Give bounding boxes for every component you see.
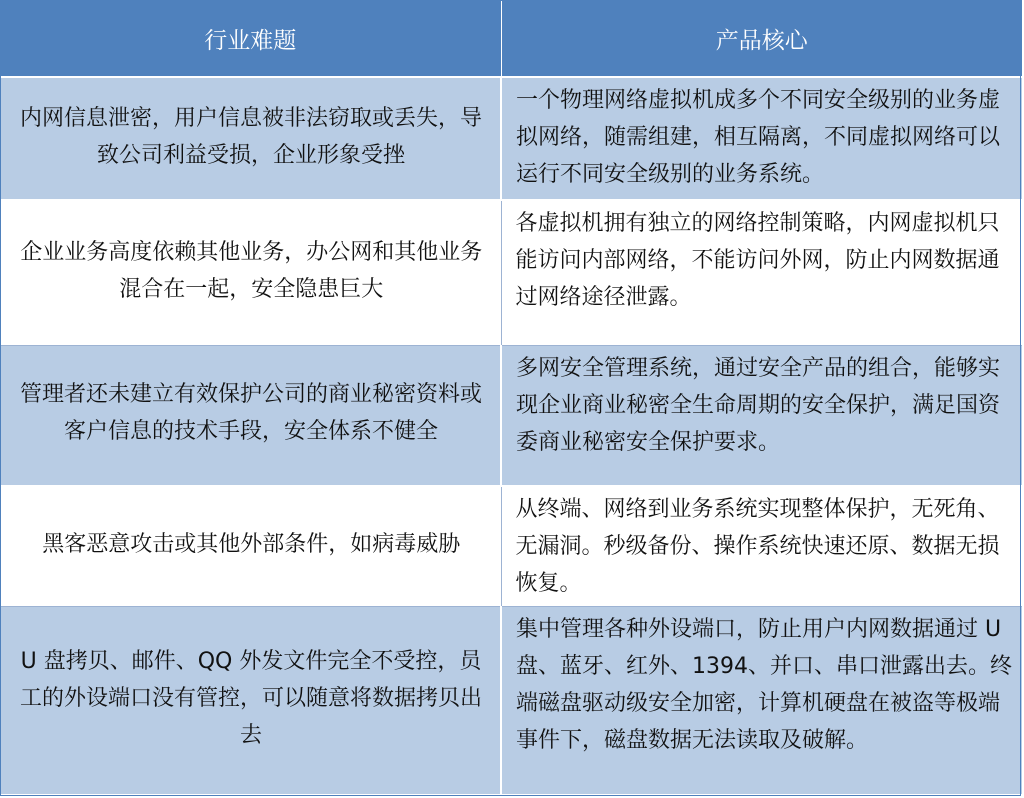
core-cell: 一个物理网络虚拟机成多个不同安全级别的业务虚拟网络，随需组建，相互隔离，不同虚拟网络可以运行不同安全级别的业务系统。: [501, 77, 1022, 200]
table-row: [0, 200, 1022, 345]
core-cell: 从终端、网络到业务系统实现整体保护，无死角、无漏洞。秒级备份、操作系统快速还原、数据无损恢复。: [501, 486, 1022, 607]
table-row: [0, 77, 1022, 200]
header-product-core: 产品核心: [501, 0, 1022, 77]
core-cell: 集中管理各种外设端口，防止用户内网数据通过 U 盘、蓝牙、红外、1394、并口、串口泄露出去。终端磁盘驱动级安全加密，计算机硬盘在被盗等极端事件下，磁盘数据无法读取及破解。: [501, 607, 1022, 795]
header-industry-problem: 行业难题: [0, 0, 501, 77]
core-cell: 多网安全管理系统，通过安全产品的组合，能够实现企业商业秘密全生命周期的安全保护，满足国资委商业秘密安全保护要求。: [501, 345, 1022, 486]
table-row: [0, 486, 1022, 607]
problem-cell: 企业业务高度依赖其他业务，办公网和其他业务混合在一起，安全隐患巨大: [0, 200, 501, 345]
core-cell: 各虚拟机拥有独立的网络控制策略，内网虚拟机只能访问内部网络，不能访问外网，防止内网数据通过网络途径泄露。: [501, 200, 1022, 345]
table-row: [0, 607, 1022, 795]
table-row: [0, 345, 1022, 486]
problem-cell: 内网信息泄密，用户信息被非法窃取或丢失，导致公司利益受损，企业形象受挫: [0, 77, 501, 200]
problem-cell: 管理者还未建立有效保护公司的商业秘密资料或客户信息的技术手段，安全体系不健全: [0, 345, 501, 486]
problem-cell: U 盘拷贝、邮件、QQ 外发文件完全不受控，员工的外设端口没有管控，可以随意将数据拷贝出去: [0, 607, 501, 795]
problem-cell: 黑客恶意攻击或其他外部条件，如病毒威胁: [0, 486, 501, 607]
header-row: [0, 0, 1022, 77]
